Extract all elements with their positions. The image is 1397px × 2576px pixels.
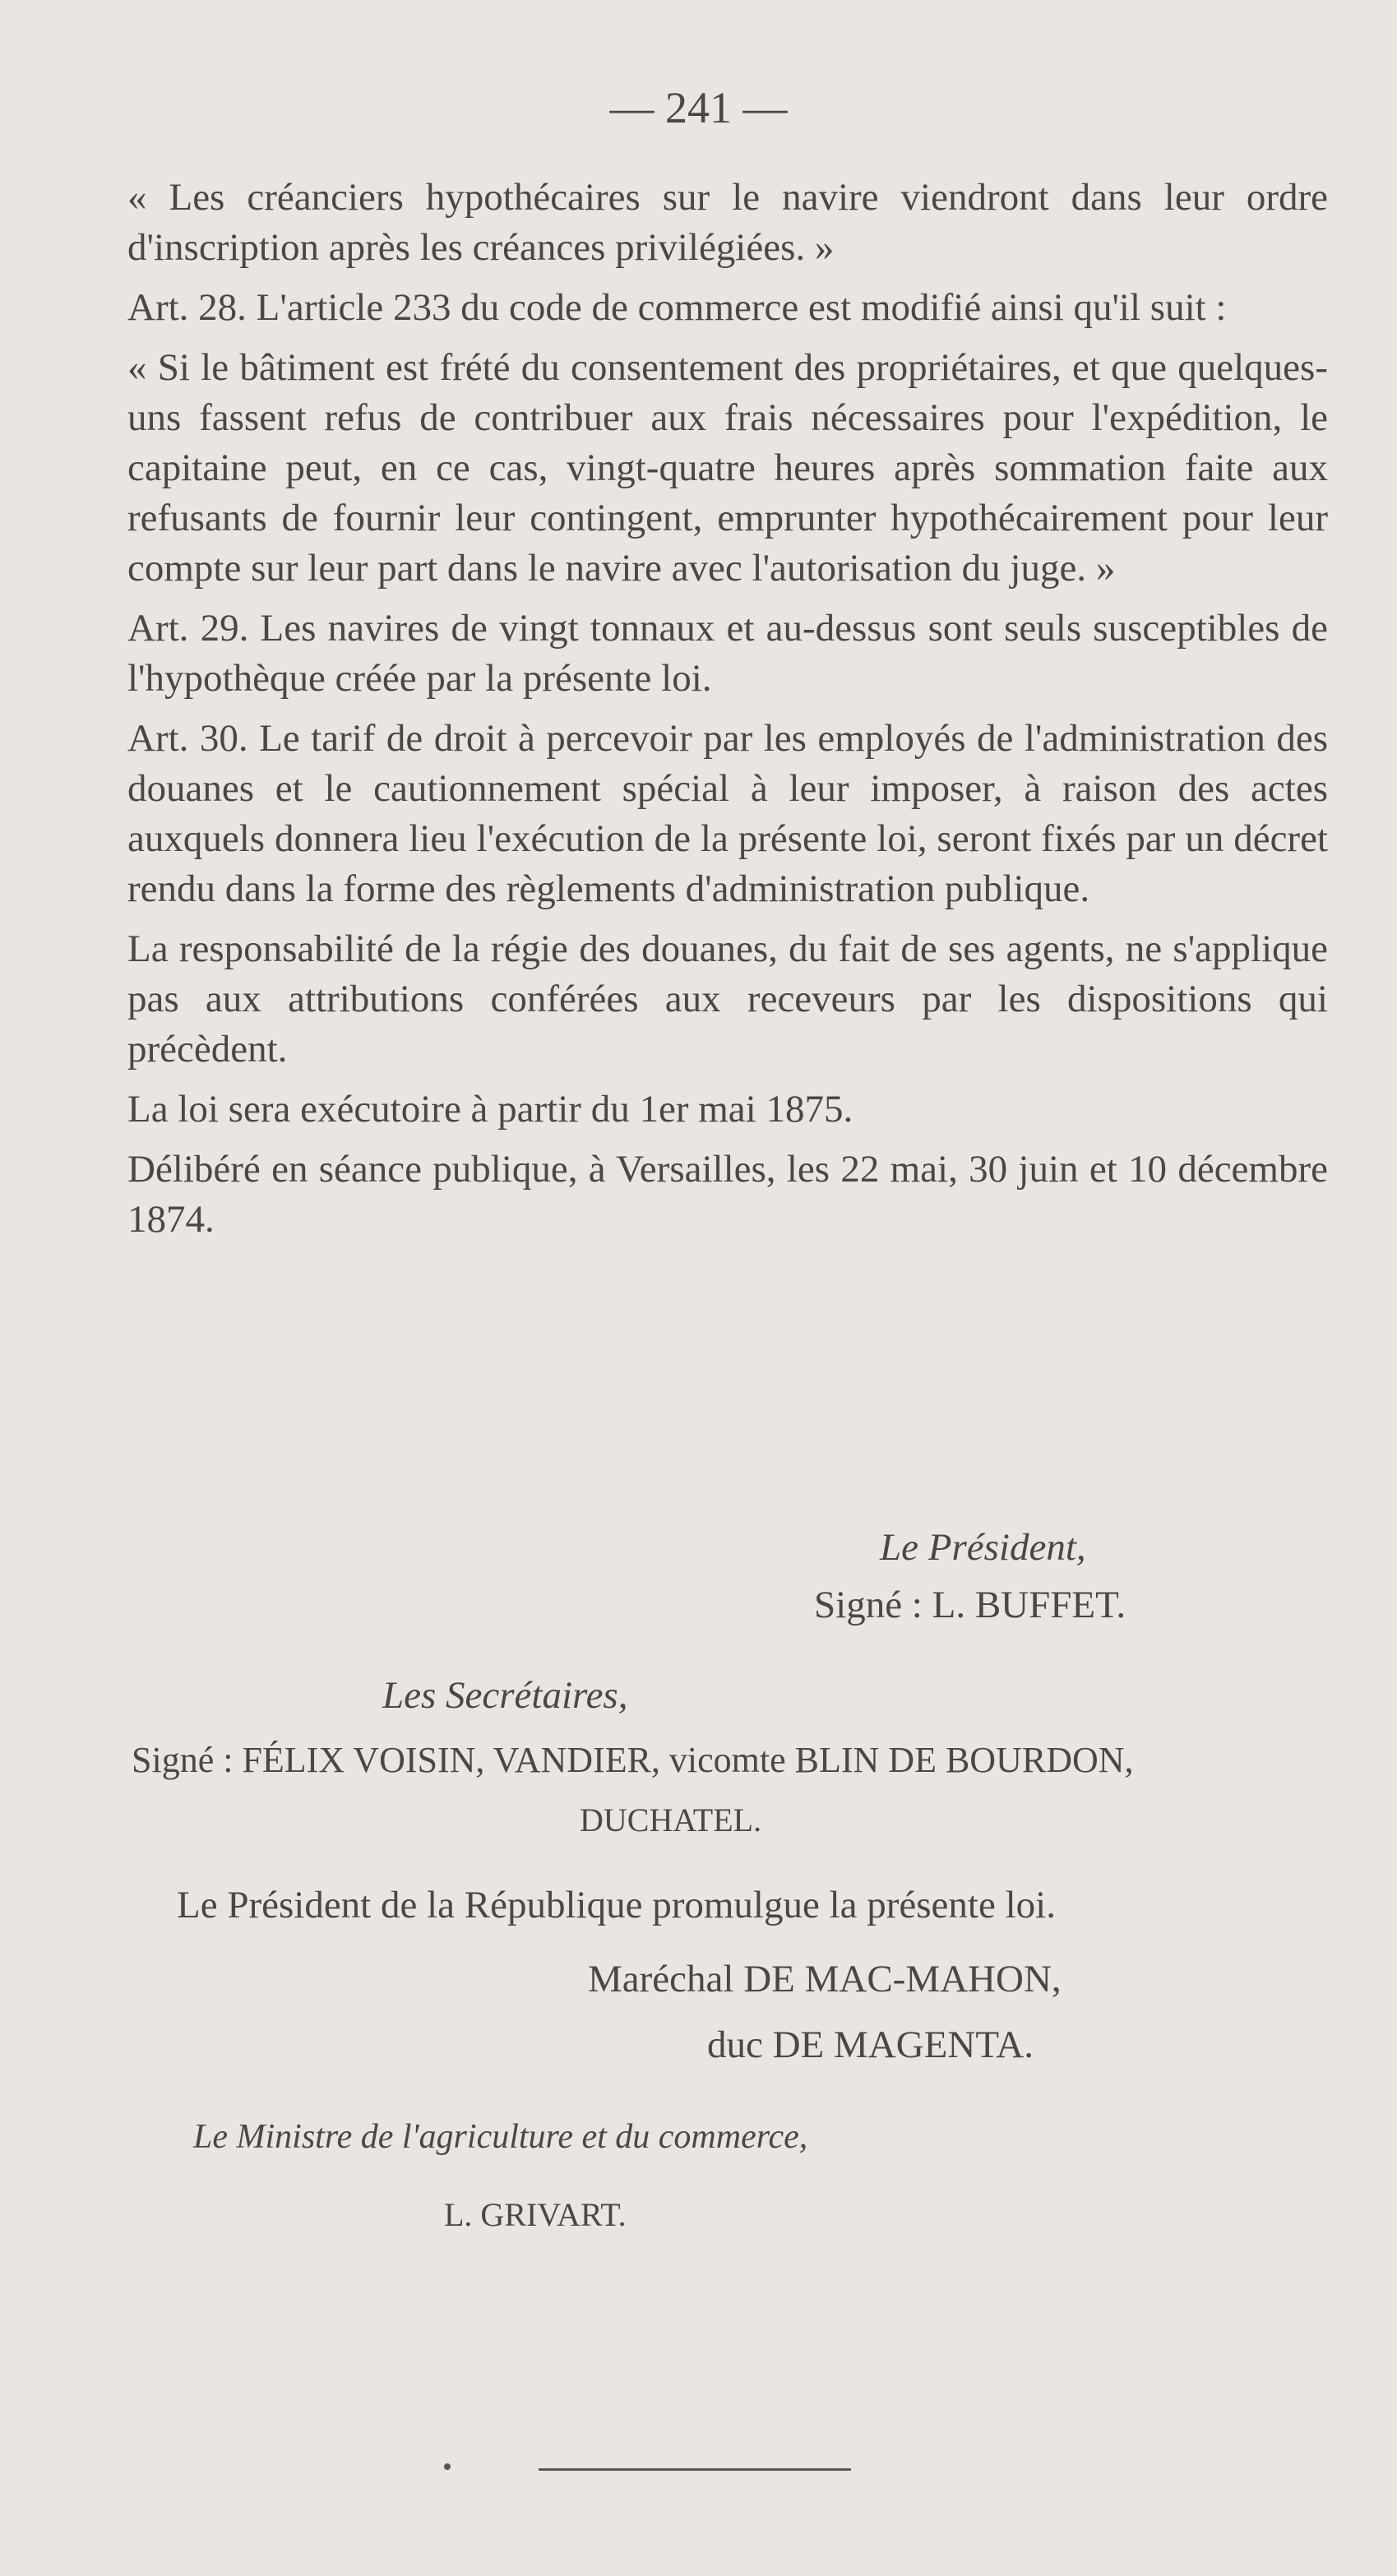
president-title: Le Président, bbox=[880, 1526, 1086, 1569]
promulgation-text: Le Président de la République promulgue la présente loi. bbox=[177, 1884, 1056, 1926]
secretaries-signature: Signé : FÉLIX VOISIN, VANDIER, vicomte BLIN DE BOURDON, bbox=[132, 1740, 1134, 1780]
marshal-title: duc DE MAGENTA. bbox=[707, 2023, 1034, 2066]
ornament-dot bbox=[444, 2463, 451, 2470]
minister-name: L. GRIVART. bbox=[444, 2196, 627, 2233]
paragraph-3: « Si le bâtiment est frété du consentement des propriétaires, et que quelques-uns fassent refus de contribuer aux frais nécessaires pour l'expédition, le capitaine peut, en ce cas, vingt-quatre heures après sommation faite aux refusants de fournir leur contingent, emprunter hypothécairement pour leur compte sur leur part dans le navire avec l'autorisation du juge. » bbox=[127, 346, 1328, 590]
marshal-name: Maréchal DE MAC-MAHON, bbox=[588, 1958, 1062, 2000]
paragraph-7: La loi sera exécutoire à partir du 1er mai 1875. bbox=[127, 1088, 853, 1131]
secretaries-title: Les Secrétaires, bbox=[382, 1674, 628, 1717]
paragraph-8: Délibéré en séance publique, à Versailles, les 22 mai, 30 juin et 10 décembre 1874. bbox=[127, 1148, 1328, 1241]
paragraph-5: Art. 30. Le tarif de droit à percevoir par les employés de l'administration des douanes et le cautionnement spécial à leur imposer, à raison des actes auxquels donnera lieu l'exécution de la présente loi, seront fixés par un décret rendu dans la forme des règlements d'administration publique. bbox=[127, 717, 1328, 910]
paragraph-2: Art. 28. L'article 233 du code de commerce est modifié ainsi qu'il suit : bbox=[127, 286, 1227, 329]
closing-rule bbox=[539, 2468, 851, 2471]
body-text bbox=[127, 173, 1328, 1255]
paragraph-6: La responsabilité de la régie des douanes, du fait de ses agents, ne s'applique pas aux attributions conférées aux receveurs par les dispositions qui précèdent. bbox=[127, 927, 1328, 1071]
paragraph-1: « Les créanciers hypothécaires sur le navire viendront dans leur ordre d'inscription après les créances privilégiées. » bbox=[127, 176, 1328, 269]
secretaries-signature-continued: DUCHATEL. bbox=[580, 1801, 762, 1838]
minister-title: Le Ministre de l'agriculture et du commerce, bbox=[193, 2118, 808, 2156]
page-number: — 241 — bbox=[609, 83, 788, 132]
paragraph-4: Art. 29. Les navires de vingt tonnaux et au-dessus sont seuls susceptibles de l'hypothèque créée par la présente loi. bbox=[127, 607, 1328, 700]
president-signature: Signé : L. BUFFET. bbox=[814, 1584, 1126, 1626]
